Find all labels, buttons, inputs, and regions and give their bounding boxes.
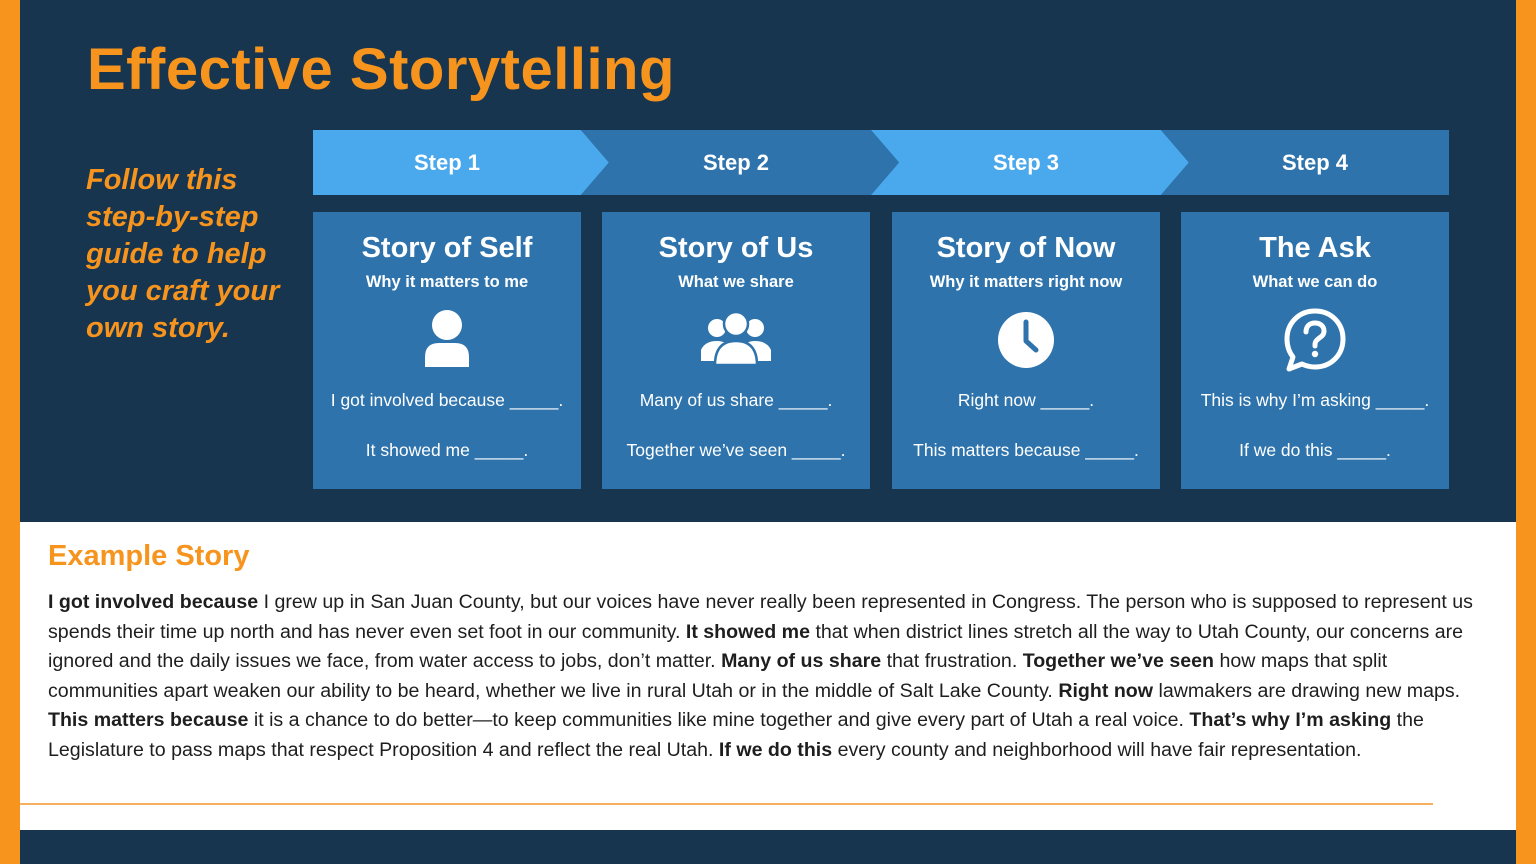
card-title: Story of Us xyxy=(658,232,814,264)
card-prompt-1: Many of us share _____. xyxy=(639,390,833,410)
story-bold: Together we’ve seen xyxy=(1022,650,1214,673)
story-text: that frustration. xyxy=(881,650,1023,673)
story-bold: Many of us share xyxy=(721,650,882,673)
footer-band xyxy=(20,830,1516,864)
story-bold: It showed me xyxy=(685,620,810,643)
example-heading: Example Story xyxy=(48,540,250,572)
card-subtitle: What we share xyxy=(678,273,794,291)
story-bold: If we do this xyxy=(718,738,833,761)
person-icon xyxy=(412,305,482,375)
card-prompt-2: This matters because _____. xyxy=(913,440,1139,460)
story-text: I grew up in San Juan County, but our voices have never really been represented in Congress. The person who is supposed to represent us spends their time up north and has never even set foot in our community. xyxy=(48,591,1473,643)
example-story xyxy=(48,588,1493,766)
card-story-of-self xyxy=(313,212,581,489)
divider-line xyxy=(20,803,1433,805)
card-prompt-1: I got involved because _____. xyxy=(330,390,564,410)
card-the-ask xyxy=(1181,212,1449,489)
step-label-4: Step 4 xyxy=(1281,149,1349,175)
card-story-of-now xyxy=(892,212,1160,489)
story-bold: I got involved because xyxy=(48,591,259,613)
group-icon xyxy=(701,305,771,375)
card-prompt-2: If we do this _____. xyxy=(1239,440,1391,460)
story-text: it is a chance to do better—to keep communities like mine together and give every part of Utah a real voice. xyxy=(248,709,1190,732)
card-title: The Ask xyxy=(1259,232,1371,264)
step-label-2: Step 2 xyxy=(702,149,770,175)
card-subtitle: What we can do xyxy=(1252,273,1378,291)
slide xyxy=(20,0,1516,864)
step-label-3: Step 3 xyxy=(992,149,1060,175)
story-text: every county and neighborhood will have fair representation. xyxy=(832,738,1362,761)
card-story-of-us xyxy=(602,212,870,489)
card-title: Story of Now xyxy=(936,232,1116,264)
card-prompt-1: Right now _____. xyxy=(957,390,1095,410)
card-subtitle: Why it matters to me xyxy=(365,273,529,291)
clock-icon xyxy=(991,305,1061,375)
story-bold: Right now xyxy=(1058,679,1154,702)
card-prompt-2: Together we’ve seen _____. xyxy=(626,440,846,460)
tagline: Follow this step-by-step guide to help you craft your own story. xyxy=(86,164,280,344)
story-text: how maps that split communities apart weaken our ability to be heard, whether we live in rural Utah or in the middle of Salt Lake County. xyxy=(48,650,1388,702)
step-label-1: Step 1 xyxy=(413,149,481,175)
card-prompt-2: It showed me _____. xyxy=(365,440,529,460)
story-bold: This matters because xyxy=(48,709,249,732)
story-text: the Legislature to pass maps that respect Proposition 4 and reflect the real Utah. xyxy=(48,709,1424,761)
story-bold: That’s why I’m asking xyxy=(1189,709,1392,732)
question-bubble-icon xyxy=(1280,305,1350,375)
card-subtitle: Why it matters right now xyxy=(929,273,1123,291)
card-title: Story of Self xyxy=(361,232,533,264)
card-prompt-1: This is why I’m asking _____. xyxy=(1200,390,1430,410)
page-title: Effective Storytelling xyxy=(87,37,675,102)
story-text: that when district lines stretch all the way to Utah County, our concerns are ignored and the daily issues we face, from water access to jobs, don’t matter. xyxy=(48,620,1464,673)
story-text: lawmakers are drawing new maps. xyxy=(1153,679,1461,702)
